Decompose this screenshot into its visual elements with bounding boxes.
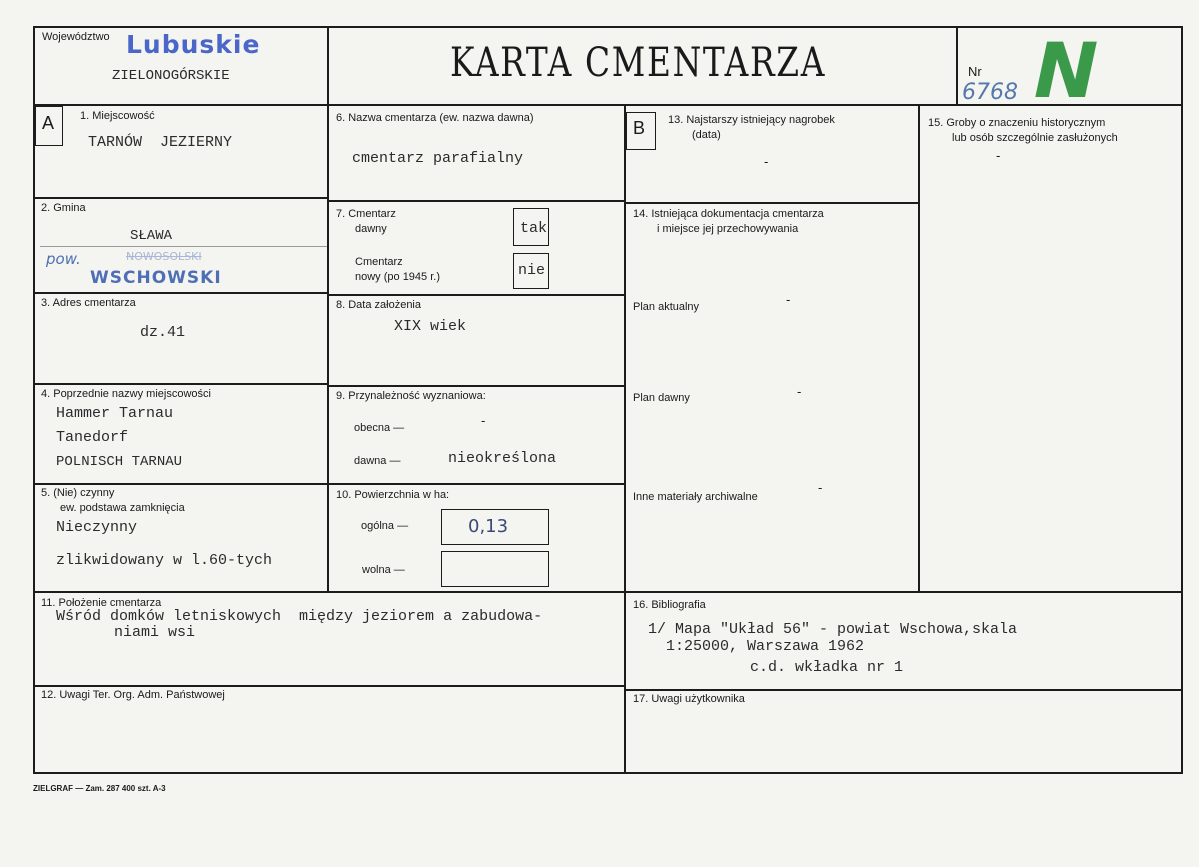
section-b-letter: B: [633, 118, 646, 138]
field-9-obecna-label: obecna —: [354, 422, 405, 434]
wojewodztwo-label: Województwo: [42, 31, 110, 43]
field-5-sublabel: ew. podstawa zamknięcia: [60, 502, 185, 514]
field-13-sublabel: (data): [692, 129, 721, 141]
row-line: [327, 483, 624, 485]
nowy-box-value: nie: [518, 262, 546, 279]
field-13-value: -: [764, 154, 769, 169]
plan-aktualny-value: -: [786, 292, 791, 307]
field-9-label: 9. Przynależność wyznaniowa:: [336, 390, 486, 402]
wojewodztwo-typed: ZIELONOGÓRSKIE: [112, 68, 230, 84]
row-line-17: [624, 689, 1183, 691]
page-title: KARTA CMENTARZA: [450, 40, 827, 86]
section-a-letter: A: [42, 113, 55, 133]
row-line: [33, 197, 327, 199]
field-1-value: TARNÓW JEZIERNY: [88, 134, 233, 151]
field-4-value-1: Hammer Tarnau: [56, 405, 174, 422]
field-7-dawny-label: dawny: [355, 223, 387, 235]
frame-top: [33, 26, 1183, 28]
plan-aktualny-label: Plan aktualny: [633, 301, 700, 313]
powiat-prefix: pow.: [46, 250, 81, 268]
field-6-value: cmentarz parafialny: [352, 150, 524, 167]
field-3-label: 3. Adres cmentarza: [41, 297, 136, 309]
col-line-1: [327, 104, 329, 592]
field-7-nowy-label: nowy (po 1945 r.): [355, 271, 440, 283]
field-2-value: SŁAWA: [130, 228, 173, 244]
row-line: [327, 200, 624, 202]
frame-bottom: [33, 772, 1183, 774]
field-4-value-3: POLNISCH TARNAU: [56, 454, 183, 470]
field-12-label: 12. Uwagi Ter. Org. Adm. Państwowej: [41, 689, 225, 701]
printer-imprint: ZIELGRAF — Zam. 287 400 szt. A-3: [33, 784, 166, 793]
field-15-sublabel: lub osób szczególnie zasłużonych: [952, 132, 1118, 144]
gmina-underline: [40, 246, 327, 247]
field-11-line-1: Wśród domków letniskowych między jeziorem a zabudowa-: [56, 608, 543, 625]
field-17-label: 17. Uwagi użytkownika: [633, 693, 745, 705]
field-8-label: 8. Data założenia: [336, 299, 421, 311]
plan-dawny-value: -: [797, 384, 802, 399]
row-line-12: [33, 685, 625, 687]
row-line: [33, 383, 327, 385]
inne-materialy-label: Inne materiały archiwalne: [633, 491, 758, 503]
col-line-2: [624, 104, 626, 774]
nr-label: Nr: [968, 64, 982, 79]
field-10-label: 10. Powierzchnia w ha:: [336, 489, 450, 501]
dawny-box-value: tak: [520, 220, 548, 237]
field-10-ogolna-value: 0,13: [468, 516, 509, 537]
field-2-label: 2. Gmina: [41, 202, 86, 214]
field-5-label: 5. (Nie) czynny: [41, 487, 115, 499]
field-6-label: 6. Nazwa cmentarza (ew. nazwa dawna): [336, 112, 534, 124]
header-divider-1: [327, 26, 329, 106]
row-line: [33, 483, 327, 485]
powiat-crossed-stamp: NOWOSOLSKI: [126, 250, 202, 263]
field-4-label: 4. Poprzednie nazwy miejscowości: [41, 388, 211, 400]
field-7-label: 7. Cmentarz: [336, 208, 396, 220]
field-3-value: dz.41: [140, 324, 186, 341]
field-16-line-1: 1/ Mapa "Układ 56" - powiat Wschowa,skala: [648, 621, 1018, 638]
field-9-dawna-label: dawna —: [354, 455, 401, 467]
big-mark-n: N: [1024, 26, 1108, 115]
field-10-ogolna-label: ogólna —: [361, 520, 409, 532]
nr-value: 6768: [962, 80, 1018, 105]
inne-materialy-value: -: [818, 480, 823, 495]
field-13-label: 13. Najstarszy istniejący nagrobek: [668, 114, 835, 126]
row-line: [327, 294, 624, 296]
plan-dawny-label: Plan dawny: [633, 392, 690, 404]
field-11-line-2: niami wsi: [114, 624, 196, 641]
col-line-3: [918, 104, 920, 592]
field-14-label: 14. Istniejąca dokumentacja cmentarza: [633, 208, 824, 220]
wojewodztwo-stamp: Lubuskie: [126, 30, 261, 59]
field-15-value: -: [996, 148, 1001, 163]
field-5-value-2: zlikwidowany w l.60-tych: [56, 552, 273, 569]
header-divider-2: [956, 26, 958, 106]
field-9-obecna-value: -: [481, 413, 486, 428]
row-line: [33, 292, 327, 294]
field-10-wolna-label: wolna —: [362, 564, 405, 576]
field-7-cmentarz2-label: Cmentarz: [355, 256, 403, 268]
field-16-label: 16. Bibliografia: [633, 599, 706, 611]
powiat-hand-value: WSCHOWSKI: [90, 268, 222, 288]
field-15-label: 15. Groby o znaczeniu historycznym: [928, 117, 1106, 129]
field-4-value-2: Tanedorf: [56, 429, 129, 446]
field-16-line-2: 1:25000, Warszawa 1962: [666, 638, 865, 655]
field-1-label: 1. Miejscowość: [80, 110, 155, 122]
row-line-11: [33, 591, 1183, 593]
field-14-sublabel: i miejsce jej przechowywania: [657, 223, 799, 235]
field-9-dawna-value: nieokreślona: [448, 450, 557, 467]
row-line: [327, 385, 624, 387]
field-8-value: XIX wiek: [394, 318, 467, 335]
field-5-value-1: Nieczynny: [56, 519, 138, 536]
wolna-box: [441, 551, 549, 587]
frame-right: [1181, 26, 1183, 774]
field-11-label: 11. Położenie cmentarza: [41, 597, 162, 609]
field-16-line-3: c.d. wkładka nr 1: [750, 659, 904, 676]
row-line: [624, 202, 918, 204]
